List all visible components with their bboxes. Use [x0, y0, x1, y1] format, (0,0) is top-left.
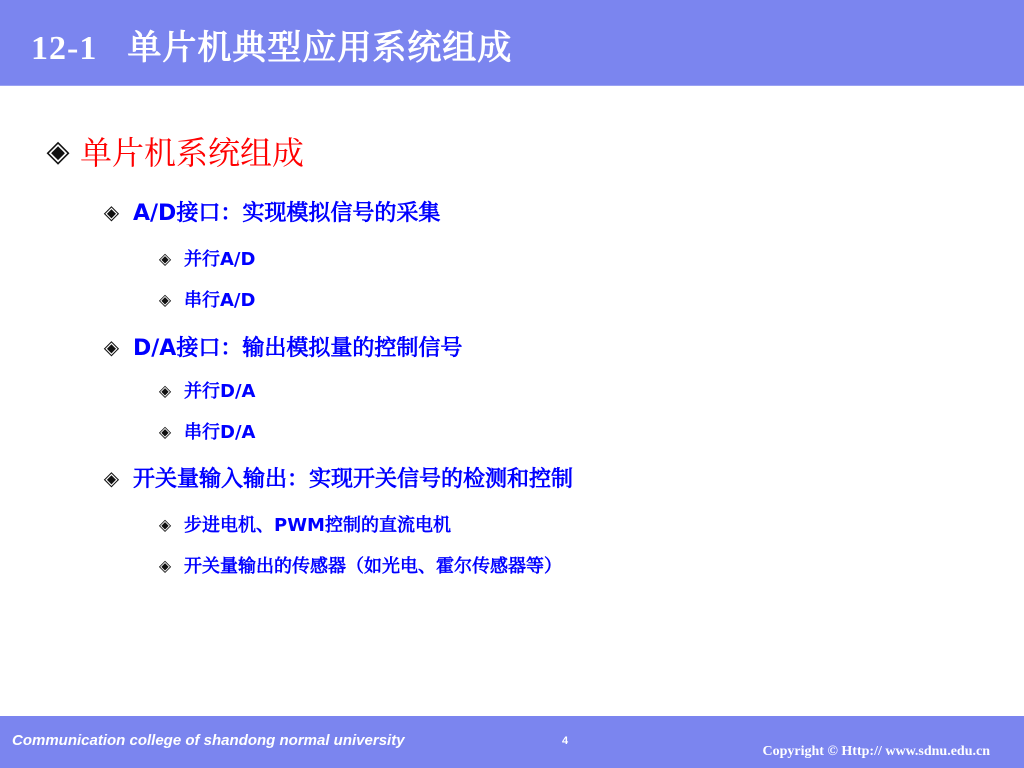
outline-subitem-label: 并行D/A [184, 381, 256, 402]
outline-subitem-label: 开关量输出的传感器（如光电、霍尔传感器等） [184, 556, 562, 577]
outline-subitem-label: 串行D/A [184, 422, 256, 443]
diamond-bullet-icon: ◈ [158, 380, 172, 400]
outline-subitem [146, 245, 255, 271]
outline-item [90, 331, 462, 362]
footer-copyright: Copyright © Http:// www.sdnu.edu.cn [762, 744, 990, 759]
footer-bar [0, 716, 1024, 768]
diamond-bullet-icon: ◈ [158, 289, 172, 309]
page-number: 4 [562, 735, 569, 747]
outline-subitem [146, 418, 255, 444]
outline-subitem [146, 286, 255, 312]
outline-subitem-label: 步进电机、PWM控制的直流电机 [184, 515, 451, 536]
outline-item [90, 462, 573, 493]
diamond-bullet-icon: ◈ [158, 248, 172, 268]
outline-heading [36, 128, 304, 174]
outline-subitem [146, 377, 255, 403]
diamond-bullet-icon: ◈ [158, 555, 172, 575]
slide-title [31, 20, 512, 69]
outline-subitem [146, 511, 451, 537]
footer-college: Communication college of shandong normal university [12, 732, 405, 749]
section-number: 12-1 [31, 30, 98, 67]
outline-item-label: D/A接口：输出模拟量的控制信号 [133, 336, 463, 361]
outline-subitem-label: 并行A/D [184, 249, 256, 270]
outline-item-label: 开关量输入输出：实现开关信号的检测和控制 [133, 467, 574, 492]
diamond-bullet-icon: ◈ [103, 334, 120, 359]
outline-subitem-label: 串行A/D [184, 290, 256, 311]
outline-heading-label: 单片机系统组成 [80, 134, 305, 172]
outline-subitem [146, 552, 562, 578]
diamond-bullet-icon: ◈ [158, 514, 172, 534]
diamond-bullet-icon: ◈ [103, 465, 120, 490]
title-label: 单片机典型应用系统组成 [127, 28, 513, 68]
outline-item-label: A/D接口：实现模拟信号的采集 [133, 201, 441, 226]
diamond-bullet-icon: ◈ [103, 199, 120, 224]
diamond-bullet-icon: ◈ [158, 421, 172, 441]
outline-item [90, 196, 440, 227]
title-bar [0, 0, 1024, 86]
diamond-bullet-icon: ◈ [46, 133, 70, 169]
